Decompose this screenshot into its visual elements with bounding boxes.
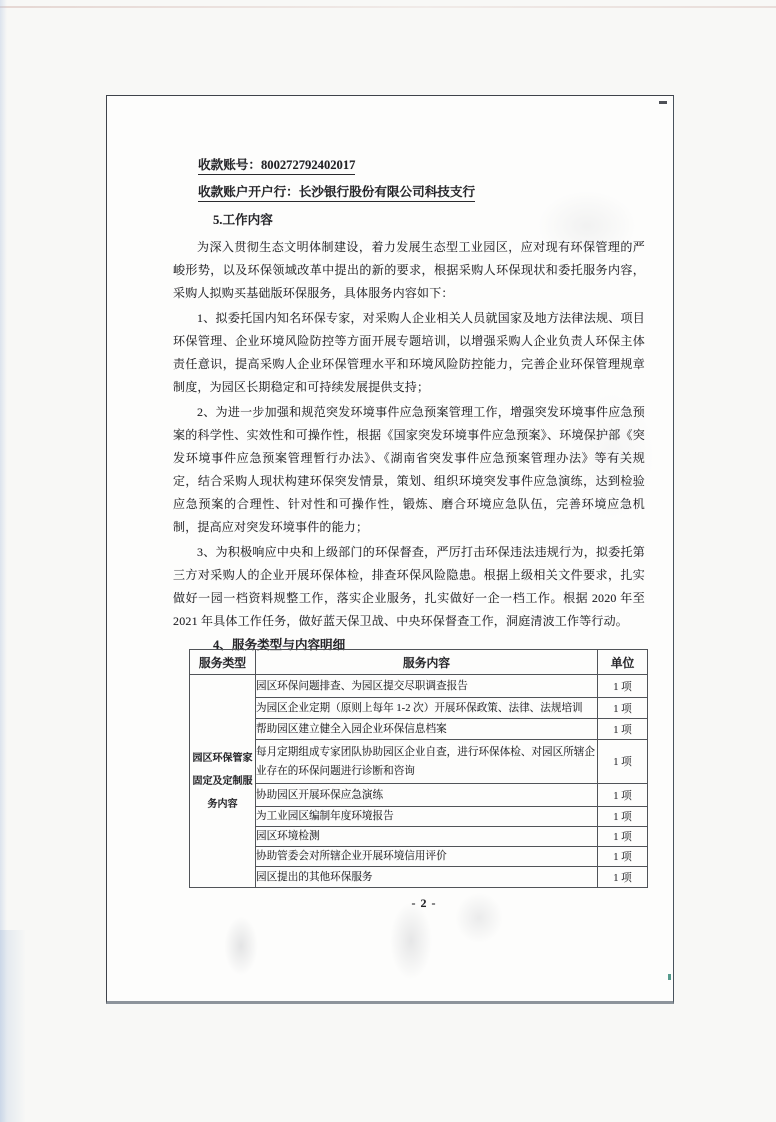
content-cell: 园区环境检测 — [256, 827, 598, 847]
page-number: - 2 - — [411, 896, 437, 910]
content-cell: 帮助园区建立健全入园企业环保信息档案 — [256, 719, 598, 740]
table-row — [190, 719, 648, 740]
unit-cell: 1 项 — [598, 675, 648, 698]
unit-cell: 1 项 — [598, 867, 648, 888]
content-cell: 协助园区开展环保应急演练 — [256, 784, 598, 807]
intro-paragraph: 为深入贯彻生态文明体制建设，着力发展生态型工业园区，应对现有环保管理的严峻形势，以及环保领域改革中提出的新的要求，根据采购人环保现状和委托服务内容，采购人拟购买基础版环保服务，具体服务内容如下： — [173, 240, 645, 300]
table-row — [190, 807, 648, 827]
unit-cell: 1 项 — [598, 807, 648, 827]
scan-page — [106, 95, 674, 1004]
account-number-line — [173, 154, 663, 173]
scan-edge-line — [0, 6, 776, 8]
unit-cell: 1 项 — [598, 847, 648, 867]
table-row — [190, 740, 648, 784]
bank-branch-line — [173, 181, 663, 200]
service-item-3: 3、为积极响应中央和上级部门的环保督查，严厉打击环保违法违规行为，拟委托第三方对采购人的企业开展环保体检，排查环保风险隐患。根据上级相关文件要求，扎实做好一园一档资料规整工作，落实企业服务，扎实做好一企一档工作。根据 2020 年至 2021 年具体工作任务，做好蓝天保卫战、中央环保督查工作，洞庭清波工作等行动。 — [173, 545, 645, 628]
content-cell: 协助管委会对所辖企业开展环境信用评价 — [256, 847, 598, 867]
content-cell: 为园区企业定期（原则上每年 1-2 次）开展环保政策、法律、法规培训 — [256, 698, 598, 719]
table-row — [190, 784, 648, 807]
service-table-heading: 4、服务类型与内容明细 — [213, 638, 346, 652]
scan-ink-mark — [659, 101, 667, 104]
service-item-1: 1、拟委托国内知名环保专家，对采购人企业相关人员就国家及地方法律法规、项目环保管理、企业环境风险防控等方面开展专题培训，以增强采购人企业负责人环保主体责任意识，提高采购人企业环保管理水平和环境风险防控能力，完善企业环保管理规章制度，为园区长期稳定和可持续发展提供支持； — [173, 311, 645, 394]
table-row — [190, 847, 648, 867]
unit-cell: 1 项 — [598, 740, 648, 784]
table-row — [190, 698, 648, 719]
table-row — [190, 867, 648, 888]
unit-cell: 1 项 — [598, 719, 648, 740]
table-header-row — [190, 650, 648, 675]
header-service-type: 服务类型 — [190, 650, 256, 675]
table-row — [190, 827, 648, 847]
header-unit: 单位 — [598, 650, 648, 675]
content-cell: 每月定期组成专家团队协助园区企业自查，进行环保体检、对园区所辖企业存在的环保问题进行诊断和咨询 — [256, 740, 598, 784]
service-table — [189, 649, 648, 888]
content-cell: 园区提出的其他环保服务 — [256, 867, 598, 888]
header-service-content: 服务内容 — [256, 650, 598, 675]
content-cell: 园区环保问题排查、为园区提交尽职调查报告 — [256, 675, 598, 698]
service-item-2: 2、为进一步加强和规范突发环境事件应急预案管理工作，增强突发环境事件应急预案的科学性、实效性和可操作性，根据《国家突发环境事件应急预案》、环境保护部《突发环境事件应急预案管理暂行办法》、《湖南省突发事件应急预案管理办法》等有关规定，结合采购人现状构建环保突发情景，策划、组织环境突发事件应急演练，达到检验应急预案的合理性、针对性和可操作性，锻炼、磨合环境应急队伍，完善环境应急机制，提高应对突发环境事件的能力； — [173, 405, 645, 534]
category-cell: 园区环保管家固定及定制服务内容 — [190, 675, 256, 888]
content-cell: 为工业园区编制年度环境报告 — [256, 807, 598, 827]
table-row — [190, 675, 648, 698]
account-number-text: 收款账号：800272792402017 — [198, 158, 355, 175]
unit-cell: 1 项 — [598, 827, 648, 847]
bank-branch-text: 收款账户开户行：长沙银行股份有限公司科技支行 — [198, 185, 475, 202]
scan-color-speck — [668, 974, 671, 980]
work-content-heading: 5.工作内容 — [213, 213, 273, 227]
unit-cell: 1 项 — [598, 698, 648, 719]
scan-bottom-left-tint — [0, 930, 26, 1122]
unit-cell: 1 项 — [598, 784, 648, 807]
